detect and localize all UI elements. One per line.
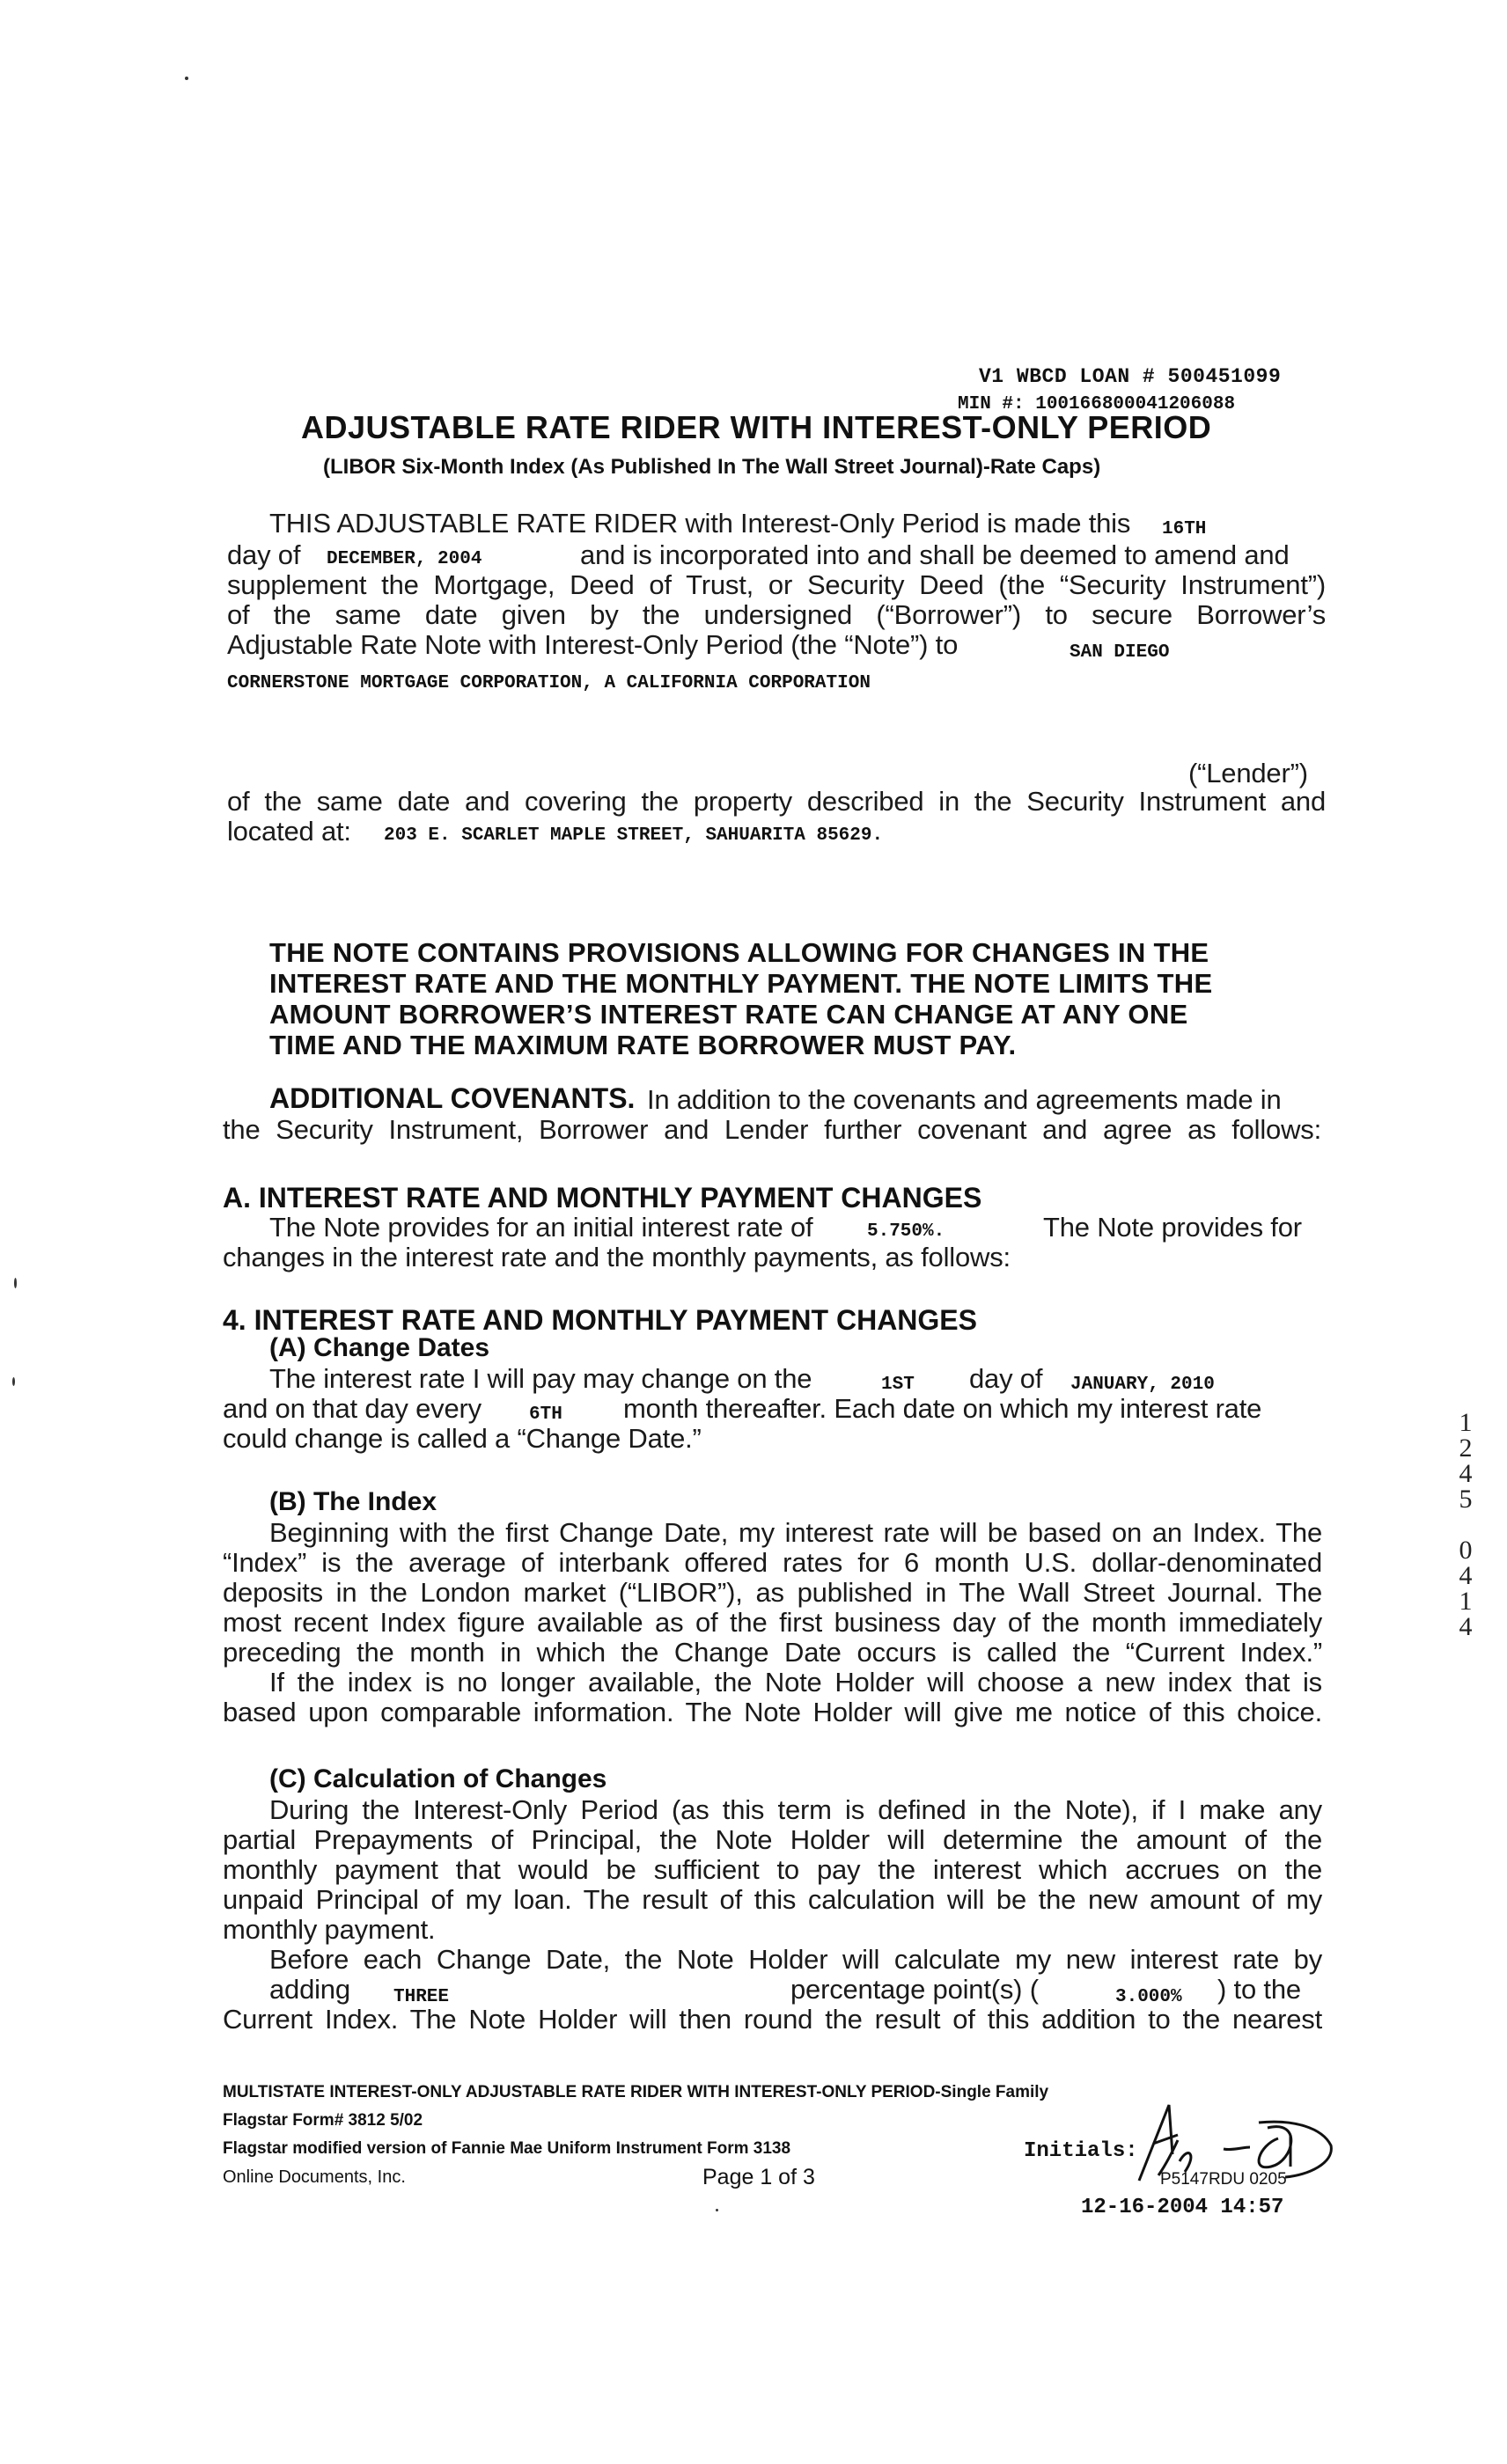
notice-line-2: INTEREST RATE AND THE MONTHLY PAYMENT. THE NOTE LIMITS THE bbox=[269, 968, 1213, 999]
footer-form-title: MULTISTATE INTEREST-ONLY ADJUSTABLE RATE RIDER WITH INTEREST-ONLY PERIOD-Single Family bbox=[223, 2083, 1049, 2101]
calculation-percentage-points: percentage point(s) ( bbox=[790, 1974, 1039, 2005]
first-change-date: JANUARY, 2010 bbox=[1070, 1375, 1215, 1395]
footer-form-number: Flagstar Form# 3812 5/02 bbox=[223, 2111, 423, 2130]
property-address: 203 E. SCARLET MAPLE STREET, SAHUARITA 85629. bbox=[384, 825, 884, 846]
section-a-line-1b: The Note provides for bbox=[1043, 1212, 1302, 1243]
calculation-line-6: Before each Change Date, the Note Holder will calculate my new interest rate by bbox=[269, 1944, 1322, 1975]
calculation-line-4: unpaid Principal of my loan. The result of this calculation will be the new amount of my bbox=[223, 1884, 1322, 1915]
section-4-heading: 4. INTEREST RATE AND MONTHLY PAYMENT CHANGES bbox=[223, 1304, 977, 1336]
index-line-4: most recent Index figure available as of the first business day of the month immediately bbox=[223, 1607, 1322, 1638]
index-line-6: If the index is no longer available, the Note Holder will choose a new index that is bbox=[269, 1667, 1322, 1698]
index-line-7: based upon comparable information. The Note Holder will give me notice of this choice. bbox=[223, 1697, 1322, 1727]
section-a-line-1a: The Note provides for an initial interest rate of bbox=[269, 1212, 813, 1243]
page-number: Page 1 of 3 bbox=[702, 2165, 815, 2189]
calculation-line-3: monthly payment that would be sufficient to pay the interest which accrues on the bbox=[223, 1854, 1322, 1885]
initial-interest-rate: 5.750%. bbox=[867, 1221, 945, 1242]
first-change-day: 1ST bbox=[881, 1375, 915, 1395]
intro-line-3: supplement the Mortgage, Deed of Trust, or Security Deed (the “Security Instrument”) bbox=[227, 569, 1326, 600]
change-dates-line-1a: The interest rate I will pay may change on the bbox=[269, 1363, 812, 1394]
section-a-heading: A. INTEREST RATE AND MONTHLY PAYMENT CHANGES bbox=[223, 1182, 982, 1214]
change-dates-line-1b: day of bbox=[969, 1363, 1043, 1394]
intro-line-7: located at: bbox=[227, 816, 351, 847]
margin-percent: 3.000% bbox=[1115, 1987, 1182, 2007]
calculation-line-1: During the Interest-Only Period (as this term is defined in the Note), if I make any bbox=[269, 1794, 1322, 1825]
rider-day: 16TH bbox=[1162, 519, 1207, 539]
intro-line-5: Adjustable Rate Note with Interest-Only Period (the “Note”) to bbox=[227, 629, 959, 660]
change-dates-line-2a: and on that day every bbox=[223, 1393, 482, 1424]
calculation-line-2: partial Prepayments of Principal, the Note Holder will determine the amount of the bbox=[223, 1824, 1322, 1855]
notice-line-3: AMOUNT BORROWER’S INTEREST RATE CAN CHANGE AT ANY ONE bbox=[269, 999, 1188, 1030]
calculation-to-the: ) to the bbox=[1217, 1974, 1301, 2005]
lender-name-part-1: SAN DIEGO bbox=[1070, 642, 1170, 663]
intro-line-2b: and is incorporated into and shall be deemed to amend and bbox=[580, 539, 1290, 570]
calculation-line-7: Current Index. The Note Holder will then round the result of this addition to the nearest bbox=[223, 2004, 1322, 2035]
notice-line-1: THE NOTE CONTAINS PROVISIONS ALLOWING FOR CHANGES IN THE bbox=[269, 937, 1209, 968]
covenants-line-2: the Security Instrument, Borrower and Lender further covenant and agree as follows: bbox=[223, 1114, 1321, 1145]
intro-line-6: of the same date and covering the property described in the Security Instrument and bbox=[227, 786, 1326, 817]
intro-line-1: THIS ADJUSTABLE RATE RIDER with Interest-Only Period is made this bbox=[269, 508, 1131, 539]
form-code: P5147RDU 0205 bbox=[1160, 2170, 1287, 2189]
calculation-adding: adding bbox=[269, 1974, 350, 2005]
index-heading: (B) The Index bbox=[269, 1487, 437, 1516]
calculation-heading: (C) Calculation of Changes bbox=[269, 1764, 607, 1793]
loan-number: V1 WBCD LOAN # 500451099 bbox=[979, 365, 1282, 388]
lender-label: (“Lender”) bbox=[1188, 758, 1308, 788]
index-line-1: Beginning with the first Change Date, my interest rate will be based on an Index. The bbox=[269, 1517, 1322, 1548]
covenants-heading: ADDITIONAL COVENANTS. bbox=[269, 1082, 636, 1114]
calculation-line-5: monthly payment. bbox=[223, 1914, 436, 1945]
footer-publisher: Online Documents, Inc. bbox=[223, 2167, 406, 2187]
intro-line-4: of the same date given by the undersigned (“Borrower”) to secure Borrower’s bbox=[227, 599, 1326, 630]
margin-in-words: THREE bbox=[393, 1987, 450, 2007]
scan-speck bbox=[12, 1377, 15, 1386]
section-a-line-2: changes in the interest rate and the monthly payments, as follows: bbox=[223, 1242, 1011, 1272]
change-dates-line-3: could change is called a “Change Date.” bbox=[223, 1423, 702, 1454]
change-dates-line-2b: month thereafter. Each date on which my interest rate bbox=[623, 1393, 1262, 1424]
side-stamp-digits: 1 2 4 5 0 4 1 4 bbox=[1459, 1408, 1473, 1641]
index-line-2: “Index” is the average of interbank offered rates for 6 month U.S. dollar-denominated bbox=[223, 1547, 1322, 1578]
initials-label: Initials: bbox=[1024, 2139, 1138, 2163]
document-title: ADJUSTABLE RATE RIDER WITH INTEREST-ONLY PERIOD bbox=[301, 409, 1212, 445]
scan-speck bbox=[716, 2209, 718, 2211]
scan-speck bbox=[14, 1278, 17, 1288]
change-dates-heading: (A) Change Dates bbox=[269, 1333, 490, 1362]
index-line-3: deposits in the London market (“LIBOR”), as published in The Wall Street Journal. The bbox=[223, 1577, 1322, 1608]
change-frequency: 6TH bbox=[529, 1404, 562, 1425]
notice-line-4: TIME AND THE MAXIMUM RATE BORROWER MUST PAY. bbox=[269, 1030, 1017, 1060]
covenants-line-1: In addition to the covenants and agreements made in bbox=[647, 1084, 1282, 1115]
rider-date: DECEMBER, 2004 bbox=[327, 549, 482, 569]
print-timestamp: 12-16-2004 14:57 bbox=[1081, 2196, 1284, 2219]
document-subtitle: (LIBOR Six-Month Index (As Published In The Wall Street Journal)-Rate Caps) bbox=[323, 455, 1101, 479]
side-stamp bbox=[1452, 1410, 1479, 1639]
index-line-5: preceding the month in which the Change Date occurs is called the “Current Index.” bbox=[223, 1637, 1322, 1668]
intro-line-2a: day of bbox=[227, 539, 301, 570]
footer-form-source: Flagstar modified version of Fannie Mae Uniform Instrument Form 3138 bbox=[223, 2139, 791, 2158]
lender-name-part-2: CORNERSTONE MORTGAGE CORPORATION, A CALIFORNIA CORPORATION bbox=[227, 673, 871, 693]
min-number: MIN #: 100166800041206088 bbox=[958, 394, 1236, 414]
scan-speck bbox=[185, 77, 188, 80]
